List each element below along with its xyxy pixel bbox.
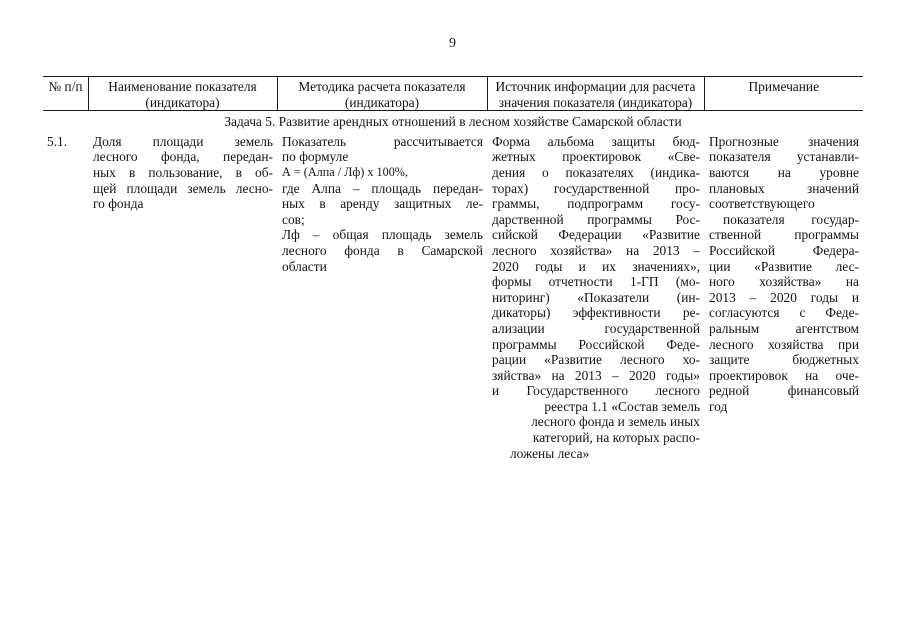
text-line: ных в аренду защитных ле- [282, 196, 483, 212]
text-line: ральным агентством [709, 320, 859, 336]
text-line: соответствующего [709, 196, 815, 212]
header-note: Примечание [704, 77, 863, 111]
text-line: Российской Федера- [709, 242, 859, 258]
text-line: дикаторы) эффективности ре- [492, 305, 700, 321]
text-line: плановых значений [709, 180, 859, 196]
text-line: редной финансовый [709, 383, 859, 399]
text-line: проектировок на оче- [709, 367, 859, 383]
text-line: Прогнозные значения [709, 133, 859, 149]
text-line: дарственной программы Рос- [492, 211, 700, 227]
text-line: показателя устанавли- [709, 149, 859, 165]
text-line: зяйства» на 2013 – 2020 годы» [492, 367, 700, 383]
text-line: сийской Федерации «Развитие [492, 227, 700, 243]
text-line: лесного хозяйства при [709, 336, 859, 352]
page-number: 9 [449, 36, 456, 51]
text-line: области [282, 258, 327, 274]
text-line: ваются на уровне [709, 164, 859, 180]
text-line: ного хозяйства» на [709, 274, 859, 290]
text-line: ниторинг) «Показатели (ин- [492, 289, 700, 305]
text-line: граммы, подпрограмм госу- [492, 196, 700, 212]
text-line: ственной программы [709, 227, 859, 243]
text-line: лесного хозяйства» на 2013 – [492, 242, 700, 258]
text-line: торах) государственной про- [492, 180, 700, 196]
header-method: Методика расчета показателя (индикатора) [277, 77, 487, 111]
text-line: 2020 годы и их значениях», [492, 258, 700, 274]
indicators-table [43, 76, 863, 461]
text-line: по формуле [282, 149, 349, 165]
header-name: Наименование показателя (индикатора) [88, 77, 277, 111]
text-line: программы Российской Феде- [492, 336, 700, 352]
text-line: рации «Развитие лесного хо- [492, 352, 700, 368]
text-line: дения о показателях (индика- [492, 164, 700, 180]
text-line: Показатель рассчитывается [282, 133, 483, 149]
text-line: защите бюджетных [709, 352, 859, 368]
calculation-method [277, 134, 487, 461]
text-line: и Государственного лесного [492, 383, 700, 399]
text-line: щей площади земель лесно- [93, 180, 273, 196]
text-line: реестра 1.1 «Состав земель [544, 398, 700, 414]
text-line: Лф – общая площадь земель [282, 227, 483, 243]
text-line: формы отчетности 1-ГП (мо- [492, 274, 700, 290]
header-source: Источник информации для расчета значения показателя (индикатора) [487, 77, 704, 111]
task-title: Задача 5. Развитие арендных отношений в лесном хозяйстве Самарской области [224, 114, 682, 130]
text-line: лесного фонда, передан- [93, 149, 273, 165]
text-line: ции «Развитие лес- [709, 258, 859, 274]
text-line: лесного фонда и земель иных [531, 414, 700, 430]
note [704, 134, 863, 461]
text-line: Доля площади земель [93, 133, 273, 149]
task-row [43, 111, 863, 134]
text-line: сов; [282, 211, 305, 227]
text-line: год [709, 398, 728, 414]
text-line: ложены леса» [510, 445, 590, 461]
text-line: согласуются с Феде- [709, 305, 859, 321]
text-line: где Алпа – площадь передан- [282, 180, 483, 196]
text-line: го фонда [93, 196, 144, 212]
indicator-name [88, 134, 277, 461]
text-line: ных в пользование, в об- [93, 164, 273, 180]
formula-line: А = (Алпа / Лф) х 100%, [282, 164, 409, 179]
table-header-row [43, 77, 863, 111]
table-row [43, 134, 863, 461]
row-number: 5.1. [47, 133, 68, 149]
text-line: показателя государ- [723, 211, 859, 227]
text-line: жетных проектировок «Све- [492, 149, 700, 165]
text-line: категорий, на которых распо- [532, 430, 700, 446]
information-source [487, 134, 704, 461]
text-line: ализации государственной [492, 320, 700, 336]
text-line: 2013 – 2020 годы и [709, 289, 859, 305]
header-num: № п/п [43, 77, 88, 111]
text-line: лесного фонда в Самарской [282, 242, 483, 258]
text-line: Форма альбома защиты бюд- [492, 133, 700, 149]
